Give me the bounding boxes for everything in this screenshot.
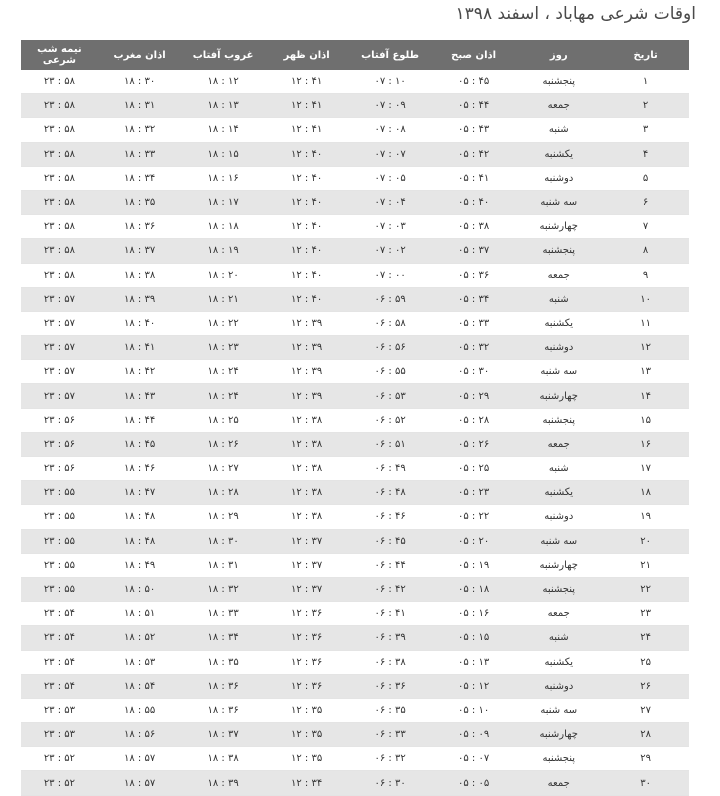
cell-maghrib: ۱۸ : ۵۵	[98, 698, 182, 722]
cell-sunset: ۱۸ : ۱۸	[181, 215, 265, 239]
cell-day: جمعه	[515, 94, 602, 118]
cell-fajr: ۰۵ : ۲۹	[432, 384, 516, 408]
cell-midnight: ۲۳ : ۵۳	[21, 698, 98, 722]
cell-sunset: ۱۸ : ۳۷	[181, 723, 265, 747]
cell-day: یکشنبه	[515, 481, 602, 505]
cell-midnight: ۲۳ : ۵۶	[21, 432, 98, 456]
cell-date: ۳۰	[602, 771, 689, 795]
cell-fajr: ۰۵ : ۴۳	[432, 118, 516, 142]
cell-day: پنجشنبه	[515, 239, 602, 263]
table-row	[21, 650, 689, 674]
cell-sunrise: ۰۷ : ۰۲	[348, 239, 432, 263]
cell-midnight: ۲۳ : ۵۵	[21, 529, 98, 553]
table-row	[21, 142, 689, 166]
cell-fajr: ۰۵ : ۱۸	[432, 577, 516, 601]
cell-sunrise: ۰۶ : ۳۹	[348, 626, 432, 650]
table-row	[21, 771, 689, 795]
cell-dhuhr: ۱۲ : ۳۶	[265, 650, 349, 674]
cell-sunset: ۱۸ : ۳۲	[181, 577, 265, 601]
cell-sunset: ۱۸ : ۱۳	[181, 94, 265, 118]
header-sunset: غروب آفتاب	[181, 40, 265, 70]
header-fajr: اذان صبح	[432, 40, 516, 70]
cell-fajr: ۰۵ : ۳۳	[432, 311, 516, 335]
cell-dhuhr: ۱۲ : ۴۰	[265, 215, 349, 239]
cell-maghrib: ۱۸ : ۴۷	[98, 481, 182, 505]
cell-sunrise: ۰۶ : ۳۳	[348, 723, 432, 747]
cell-date: ۱۴	[602, 384, 689, 408]
cell-day: جمعه	[515, 263, 602, 287]
cell-dhuhr: ۱۲ : ۳۵	[265, 747, 349, 771]
header-maghrib: اذان مغرب	[98, 40, 182, 70]
cell-sunrise: ۰۶ : ۵۵	[348, 360, 432, 384]
table-row	[21, 457, 689, 481]
cell-sunset: ۱۸ : ۳۱	[181, 553, 265, 577]
cell-dhuhr: ۱۲ : ۳۸	[265, 505, 349, 529]
cell-sunset: ۱۸ : ۳۵	[181, 650, 265, 674]
cell-midnight: ۲۳ : ۵۸	[21, 166, 98, 190]
cell-date: ۱۷	[602, 457, 689, 481]
cell-day: جمعه	[515, 432, 602, 456]
cell-fajr: ۰۵ : ۱۰	[432, 698, 516, 722]
cell-sunset: ۱۸ : ۳۴	[181, 626, 265, 650]
cell-day: چهارشنبه	[515, 384, 602, 408]
cell-date: ۲	[602, 94, 689, 118]
cell-maghrib: ۱۸ : ۴۰	[98, 311, 182, 335]
cell-dhuhr: ۱۲ : ۳۵	[265, 723, 349, 747]
cell-sunrise: ۰۷ : ۰۸	[348, 118, 432, 142]
cell-sunrise: ۰۶ : ۳۲	[348, 747, 432, 771]
header-dhuhr: اذان ظهر	[265, 40, 349, 70]
cell-sunset: ۱۸ : ۳۰	[181, 529, 265, 553]
cell-maghrib: ۱۸ : ۴۴	[98, 408, 182, 432]
table-body	[21, 70, 689, 795]
cell-fajr: ۰۵ : ۲۳	[432, 481, 516, 505]
cell-sunrise: ۰۶ : ۳۰	[348, 771, 432, 795]
cell-day: شنبه	[515, 626, 602, 650]
table-row	[21, 118, 689, 142]
cell-fajr: ۰۵ : ۴۱	[432, 166, 516, 190]
table-row	[21, 626, 689, 650]
cell-sunrise: ۰۶ : ۳۸	[348, 650, 432, 674]
cell-date: ۲۵	[602, 650, 689, 674]
cell-date: ۱۱	[602, 311, 689, 335]
cell-date: ۲۴	[602, 626, 689, 650]
cell-midnight: ۲۳ : ۵۸	[21, 94, 98, 118]
cell-sunset: ۱۸ : ۳۹	[181, 771, 265, 795]
cell-sunrise: ۰۷ : ۰۴	[348, 190, 432, 214]
table-row	[21, 723, 689, 747]
cell-fajr: ۰۵ : ۴۲	[432, 142, 516, 166]
table-row	[21, 747, 689, 771]
cell-maghrib: ۱۸ : ۵۲	[98, 626, 182, 650]
cell-day: جمعه	[515, 602, 602, 626]
cell-sunrise: ۰۷ : ۰۹	[348, 94, 432, 118]
cell-maghrib: ۱۸ : ۵۴	[98, 674, 182, 698]
cell-fajr: ۰۵ : ۳۶	[432, 263, 516, 287]
cell-day: جمعه	[515, 771, 602, 795]
cell-day: چهارشنبه	[515, 723, 602, 747]
table-row	[21, 166, 689, 190]
cell-sunrise: ۰۶ : ۴۲	[348, 577, 432, 601]
cell-maghrib: ۱۸ : ۴۶	[98, 457, 182, 481]
cell-sunrise: ۰۷ : ۱۰	[348, 70, 432, 94]
cell-midnight: ۲۳ : ۵۸	[21, 215, 98, 239]
cell-sunset: ۱۸ : ۳۳	[181, 602, 265, 626]
cell-maghrib: ۱۸ : ۴۸	[98, 505, 182, 529]
cell-day: یکشنبه	[515, 650, 602, 674]
cell-date: ۸	[602, 239, 689, 263]
cell-maghrib: ۱۸ : ۳۲	[98, 118, 182, 142]
cell-dhuhr: ۱۲ : ۴۱	[265, 118, 349, 142]
cell-dhuhr: ۱۲ : ۳۶	[265, 626, 349, 650]
table-row	[21, 602, 689, 626]
cell-fajr: ۰۵ : ۲۲	[432, 505, 516, 529]
cell-dhuhr: ۱۲ : ۳۸	[265, 432, 349, 456]
cell-fajr: ۰۵ : ۲۵	[432, 457, 516, 481]
cell-date: ۴	[602, 142, 689, 166]
cell-midnight: ۲۳ : ۵۵	[21, 577, 98, 601]
cell-dhuhr: ۱۲ : ۳۹	[265, 336, 349, 360]
cell-midnight: ۲۳ : ۵۵	[21, 481, 98, 505]
cell-fajr: ۰۵ : ۱۳	[432, 650, 516, 674]
cell-midnight: ۲۳ : ۵۸	[21, 239, 98, 263]
cell-midnight: ۲۳ : ۵۷	[21, 287, 98, 311]
table-row	[21, 674, 689, 698]
cell-sunrise: ۰۶ : ۳۵	[348, 698, 432, 722]
cell-sunset: ۱۸ : ۲۰	[181, 263, 265, 287]
cell-fajr: ۰۵ : ۱۵	[432, 626, 516, 650]
cell-midnight: ۲۳ : ۵۵	[21, 505, 98, 529]
table-row	[21, 336, 689, 360]
cell-maghrib: ۱۸ : ۵۳	[98, 650, 182, 674]
cell-sunrise: ۰۶ : ۴۴	[348, 553, 432, 577]
cell-dhuhr: ۱۲ : ۳۸	[265, 481, 349, 505]
cell-maghrib: ۱۸ : ۴۵	[98, 432, 182, 456]
header-sunrise: طلوع آفتاب	[348, 40, 432, 70]
cell-sunset: ۱۸ : ۱۲	[181, 70, 265, 94]
cell-date: ۲۶	[602, 674, 689, 698]
cell-sunset: ۱۸ : ۲۵	[181, 408, 265, 432]
cell-date: ۱۶	[602, 432, 689, 456]
cell-sunrise: ۰۶ : ۵۳	[348, 384, 432, 408]
cell-sunset: ۱۸ : ۳۶	[181, 674, 265, 698]
cell-midnight: ۲۳ : ۵۲	[21, 747, 98, 771]
cell-sunrise: ۰۶ : ۵۶	[348, 336, 432, 360]
cell-dhuhr: ۱۲ : ۳۷	[265, 529, 349, 553]
cell-day: یکشنبه	[515, 142, 602, 166]
cell-maghrib: ۱۸ : ۵۷	[98, 771, 182, 795]
cell-sunset: ۱۸ : ۱۶	[181, 166, 265, 190]
cell-maghrib: ۱۸ : ۳۷	[98, 239, 182, 263]
cell-dhuhr: ۱۲ : ۴۰	[265, 287, 349, 311]
cell-date: ۱۵	[602, 408, 689, 432]
cell-fajr: ۰۵ : ۳۸	[432, 215, 516, 239]
table-row	[21, 698, 689, 722]
cell-sunrise: ۰۷ : ۰۳	[348, 215, 432, 239]
cell-maghrib: ۱۸ : ۴۹	[98, 553, 182, 577]
cell-day: سه شنبه	[515, 529, 602, 553]
cell-fajr: ۰۵ : ۲۰	[432, 529, 516, 553]
cell-midnight: ۲۳ : ۵۶	[21, 408, 98, 432]
table-row	[21, 287, 689, 311]
cell-date: ۳	[602, 118, 689, 142]
cell-fajr: ۰۵ : ۴۰	[432, 190, 516, 214]
cell-fajr: ۰۵ : ۳۴	[432, 287, 516, 311]
cell-date: ۲۰	[602, 529, 689, 553]
cell-day: شنبه	[515, 118, 602, 142]
cell-maghrib: ۱۸ : ۳۳	[98, 142, 182, 166]
table-row	[21, 577, 689, 601]
cell-sunset: ۱۸ : ۲۱	[181, 287, 265, 311]
cell-fajr: ۰۵ : ۱۹	[432, 553, 516, 577]
cell-midnight: ۲۳ : ۵۸	[21, 118, 98, 142]
cell-day: چهارشنبه	[515, 215, 602, 239]
cell-sunset: ۱۸ : ۲۳	[181, 336, 265, 360]
cell-fajr: ۰۵ : ۴۵	[432, 70, 516, 94]
cell-dhuhr: ۱۲ : ۳۹	[265, 360, 349, 384]
cell-date: ۲۱	[602, 553, 689, 577]
table-row	[21, 239, 689, 263]
cell-midnight: ۲۳ : ۵۷	[21, 311, 98, 335]
cell-midnight: ۲۳ : ۵۳	[21, 723, 98, 747]
cell-maghrib: ۱۸ : ۴۲	[98, 360, 182, 384]
cell-date: ۲۷	[602, 698, 689, 722]
cell-sunrise: ۰۶ : ۵۹	[348, 287, 432, 311]
cell-sunrise: ۰۶ : ۴۵	[348, 529, 432, 553]
cell-fajr: ۰۵ : ۱۶	[432, 602, 516, 626]
cell-date: ۲۹	[602, 747, 689, 771]
cell-maghrib: ۱۸ : ۵۶	[98, 723, 182, 747]
cell-dhuhr: ۱۲ : ۳۹	[265, 384, 349, 408]
cell-midnight: ۲۳ : ۵۵	[21, 553, 98, 577]
cell-day: پنجشنبه	[515, 408, 602, 432]
cell-sunset: ۱۸ : ۱۴	[181, 118, 265, 142]
cell-maghrib: ۱۸ : ۳۶	[98, 215, 182, 239]
cell-date: ۲۲	[602, 577, 689, 601]
table-row	[21, 263, 689, 287]
cell-fajr: ۰۵ : ۲۸	[432, 408, 516, 432]
table-header-row	[21, 40, 689, 70]
cell-sunset: ۱۸ : ۱۵	[181, 142, 265, 166]
cell-date: ۱۹	[602, 505, 689, 529]
cell-date: ۲۸	[602, 723, 689, 747]
cell-dhuhr: ۱۲ : ۳۷	[265, 577, 349, 601]
cell-maghrib: ۱۸ : ۳۰	[98, 70, 182, 94]
cell-sunrise: ۰۶ : ۳۶	[348, 674, 432, 698]
cell-maghrib: ۱۸ : ۵۱	[98, 602, 182, 626]
cell-midnight: ۲۳ : ۵۷	[21, 360, 98, 384]
prayer-times-table	[21, 40, 689, 796]
cell-sunset: ۱۸ : ۲۷	[181, 457, 265, 481]
cell-fajr: ۰۵ : ۳۷	[432, 239, 516, 263]
cell-midnight: ۲۳ : ۵۷	[21, 384, 98, 408]
cell-sunrise: ۰۷ : ۰۰	[348, 263, 432, 287]
cell-maghrib: ۱۸ : ۵۷	[98, 747, 182, 771]
cell-date: ۵	[602, 166, 689, 190]
cell-midnight: ۲۳ : ۵۲	[21, 771, 98, 795]
cell-fajr: ۰۵ : ۲۶	[432, 432, 516, 456]
cell-midnight: ۲۳ : ۵۴	[21, 674, 98, 698]
table-row	[21, 505, 689, 529]
cell-sunrise: ۰۶ : ۴۸	[348, 481, 432, 505]
cell-midnight: ۲۳ : ۵۸	[21, 142, 98, 166]
header-midnight: نیمه شب شرعی	[21, 40, 98, 70]
cell-midnight: ۲۳ : ۵۸	[21, 263, 98, 287]
cell-day: شنبه	[515, 287, 602, 311]
cell-day: سه شنبه	[515, 360, 602, 384]
cell-sunset: ۱۸ : ۲۴	[181, 360, 265, 384]
table-row	[21, 529, 689, 553]
cell-day: پنجشنبه	[515, 577, 602, 601]
cell-fajr: ۰۵ : ۱۲	[432, 674, 516, 698]
cell-dhuhr: ۱۲ : ۳۴	[265, 771, 349, 795]
cell-date: ۲۳	[602, 602, 689, 626]
cell-sunrise: ۰۶ : ۵۸	[348, 311, 432, 335]
cell-maghrib: ۱۸ : ۳۸	[98, 263, 182, 287]
cell-fajr: ۰۵ : ۳۰	[432, 360, 516, 384]
table-row	[21, 481, 689, 505]
cell-day: دوشنبه	[515, 505, 602, 529]
cell-date: ۱۳	[602, 360, 689, 384]
cell-day: دوشنبه	[515, 166, 602, 190]
cell-dhuhr: ۱۲ : ۴۰	[265, 263, 349, 287]
cell-date: ۹	[602, 263, 689, 287]
cell-sunrise: ۰۶ : ۵۱	[348, 432, 432, 456]
cell-dhuhr: ۱۲ : ۴۰	[265, 239, 349, 263]
cell-dhuhr: ۱۲ : ۳۷	[265, 553, 349, 577]
cell-day: پنجشنبه	[515, 70, 602, 94]
cell-dhuhr: ۱۲ : ۳۸	[265, 408, 349, 432]
cell-dhuhr: ۱۲ : ۳۹	[265, 311, 349, 335]
cell-sunset: ۱۸ : ۲۶	[181, 432, 265, 456]
table-row	[21, 70, 689, 94]
cell-day: شنبه	[515, 457, 602, 481]
cell-dhuhr: ۱۲ : ۳۸	[265, 457, 349, 481]
cell-dhuhr: ۱۲ : ۴۱	[265, 94, 349, 118]
cell-day: یکشنبه	[515, 311, 602, 335]
cell-sunset: ۱۸ : ۳۶	[181, 698, 265, 722]
cell-day: چهارشنبه	[515, 553, 602, 577]
cell-date: ۶	[602, 190, 689, 214]
cell-midnight: ۲۳ : ۵۴	[21, 602, 98, 626]
cell-sunrise: ۰۶ : ۵۲	[348, 408, 432, 432]
cell-sunrise: ۰۶ : ۴۱	[348, 602, 432, 626]
cell-dhuhr: ۱۲ : ۳۶	[265, 602, 349, 626]
cell-date: ۱۸	[602, 481, 689, 505]
cell-midnight: ۲۳ : ۵۷	[21, 336, 98, 360]
cell-dhuhr: ۱۲ : ۳۵	[265, 698, 349, 722]
table-row	[21, 190, 689, 214]
cell-day: پنجشنبه	[515, 747, 602, 771]
cell-sunset: ۱۸ : ۳۸	[181, 747, 265, 771]
cell-day: دوشنبه	[515, 674, 602, 698]
cell-fajr: ۰۵ : ۰۹	[432, 723, 516, 747]
cell-midnight: ۲۳ : ۵۸	[21, 190, 98, 214]
table-row	[21, 311, 689, 335]
cell-dhuhr: ۱۲ : ۴۱	[265, 70, 349, 94]
cell-midnight: ۲۳ : ۵۴	[21, 650, 98, 674]
cell-fajr: ۰۵ : ۴۴	[432, 94, 516, 118]
cell-sunrise: ۰۷ : ۰۵	[348, 166, 432, 190]
page-title: اوقات شرعی مهاباد ، اسفند ۱۳۹۸	[455, 4, 696, 24]
cell-sunset: ۱۸ : ۲۸	[181, 481, 265, 505]
cell-sunset: ۱۸ : ۲۴	[181, 384, 265, 408]
cell-date: ۷	[602, 215, 689, 239]
table-row	[21, 553, 689, 577]
cell-dhuhr: ۱۲ : ۴۰	[265, 166, 349, 190]
header-day: روز	[515, 40, 602, 70]
cell-day: دوشنبه	[515, 336, 602, 360]
header-date: تاریخ	[602, 40, 689, 70]
cell-day: سه شنبه	[515, 190, 602, 214]
table-row	[21, 360, 689, 384]
cell-dhuhr: ۱۲ : ۴۰	[265, 190, 349, 214]
cell-sunset: ۱۸ : ۲۲	[181, 311, 265, 335]
cell-midnight: ۲۳ : ۵۶	[21, 457, 98, 481]
cell-dhuhr: ۱۲ : ۴۰	[265, 142, 349, 166]
cell-day: سه شنبه	[515, 698, 602, 722]
table-row	[21, 384, 689, 408]
cell-maghrib: ۱۸ : ۳۱	[98, 94, 182, 118]
cell-maghrib: ۱۸ : ۵۰	[98, 577, 182, 601]
cell-sunrise: ۰۶ : ۴۹	[348, 457, 432, 481]
cell-maghrib: ۱۸ : ۳۴	[98, 166, 182, 190]
cell-sunrise: ۰۶ : ۴۶	[348, 505, 432, 529]
cell-maghrib: ۱۸ : ۴۸	[98, 529, 182, 553]
cell-fajr: ۰۵ : ۰۵	[432, 771, 516, 795]
cell-maghrib: ۱۸ : ۳۹	[98, 287, 182, 311]
cell-sunset: ۱۸ : ۱۹	[181, 239, 265, 263]
cell-maghrib: ۱۸ : ۴۱	[98, 336, 182, 360]
cell-maghrib: ۱۸ : ۳۵	[98, 190, 182, 214]
cell-dhuhr: ۱۲ : ۳۶	[265, 674, 349, 698]
cell-fajr: ۰۵ : ۳۲	[432, 336, 516, 360]
cell-fajr: ۰۵ : ۰۷	[432, 747, 516, 771]
cell-date: ۱۰	[602, 287, 689, 311]
table-row	[21, 94, 689, 118]
cell-sunset: ۱۸ : ۲۹	[181, 505, 265, 529]
table-row	[21, 215, 689, 239]
cell-sunrise: ۰۷ : ۰۷	[348, 142, 432, 166]
cell-maghrib: ۱۸ : ۴۳	[98, 384, 182, 408]
table-row	[21, 432, 689, 456]
table-row	[21, 408, 689, 432]
cell-midnight: ۲۳ : ۵۴	[21, 626, 98, 650]
cell-midnight: ۲۳ : ۵۸	[21, 70, 98, 94]
cell-date: ۱۲	[602, 336, 689, 360]
cell-date: ۱	[602, 70, 689, 94]
cell-sunset: ۱۸ : ۱۷	[181, 190, 265, 214]
